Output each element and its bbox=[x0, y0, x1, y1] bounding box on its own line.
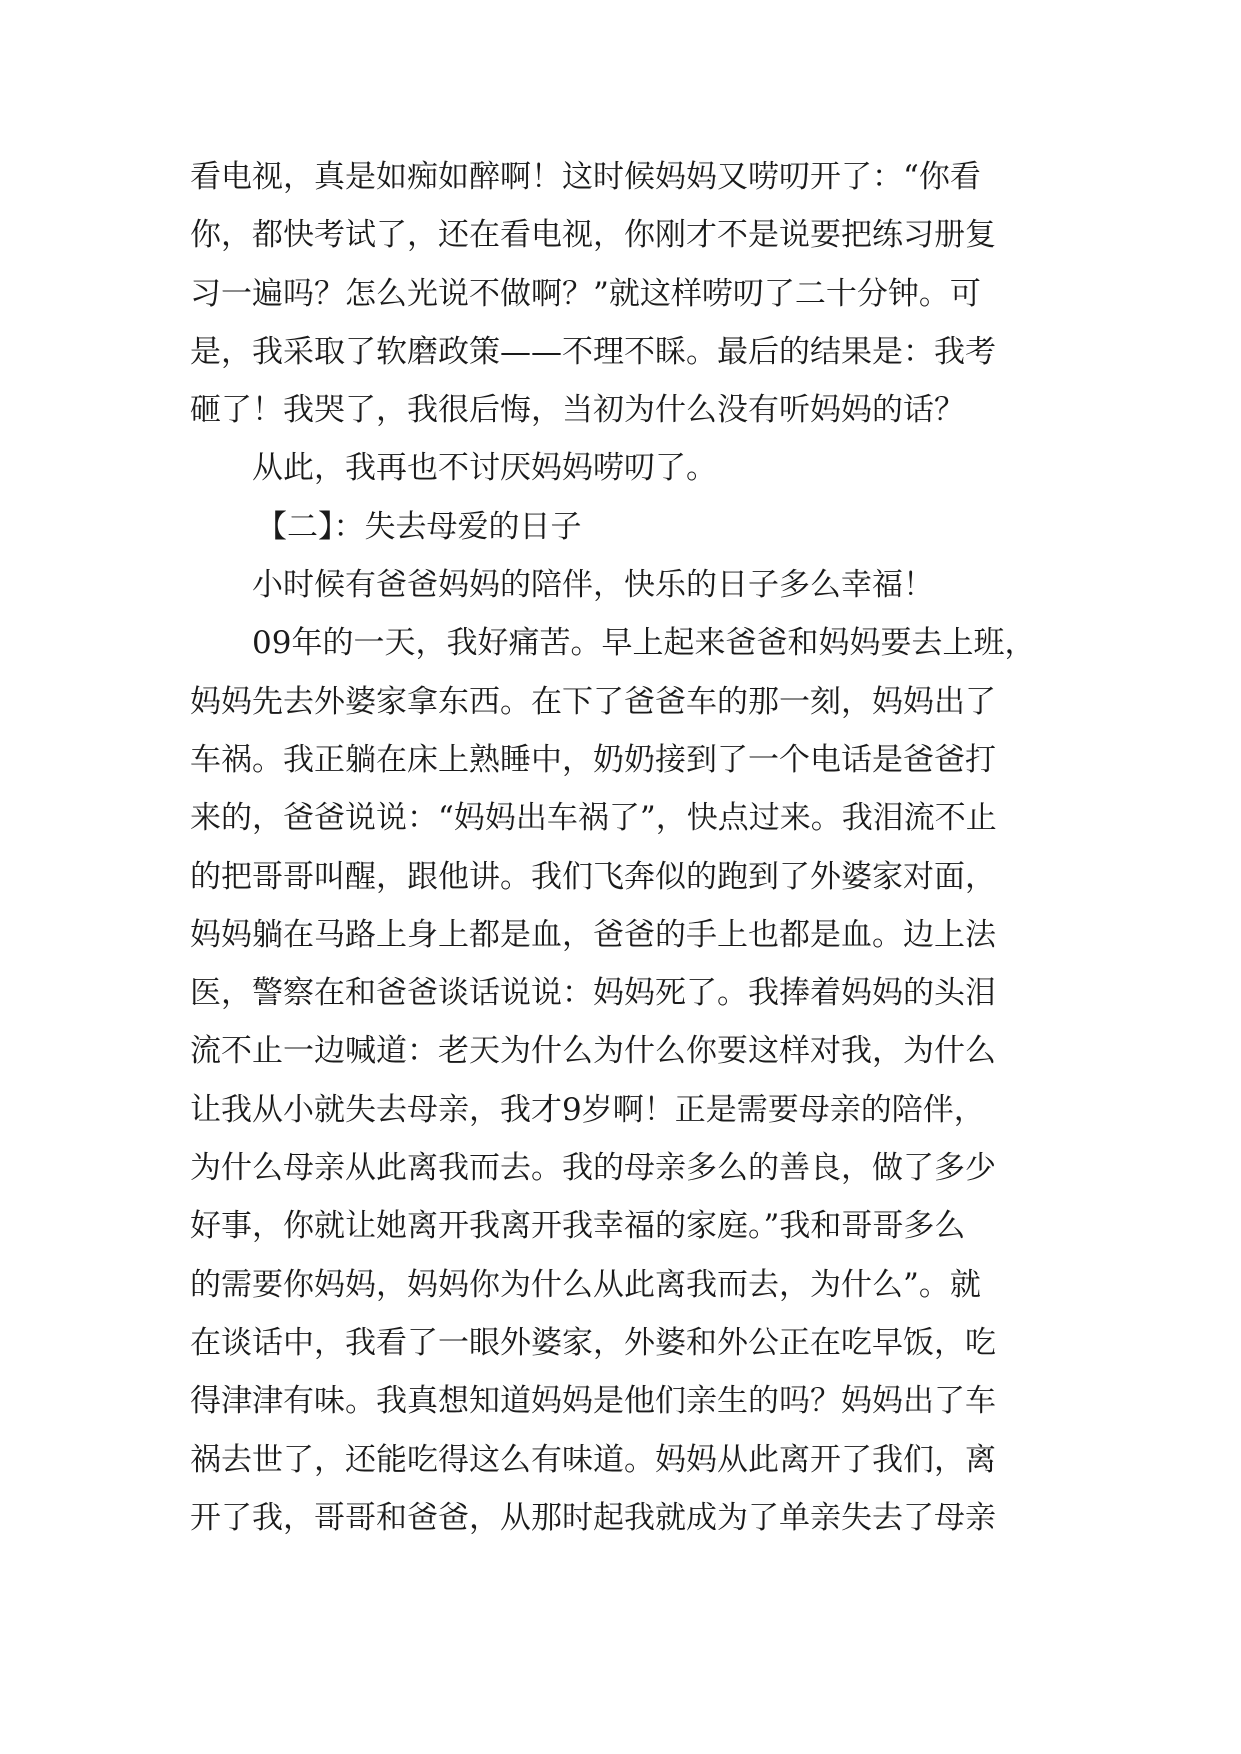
text-line: 流不止一边喊道：老天为什么为什么你要这样对我，为什么 bbox=[190, 1033, 996, 1070]
text-line: 好事，你就让她离开我离开我幸福的家庭。”我和哥哥多么 bbox=[190, 1208, 966, 1245]
text-line: 医，警察在和爸爸谈话说说：妈妈死了。我捧着妈妈的头泪 bbox=[190, 975, 996, 1012]
paragraph-first-line: 从此，我再也不讨厌妈妈唠叨了。 bbox=[252, 450, 717, 487]
text-line: 车祸。我正躺在床上熟睡中，奶奶接到了一个电话是爸爸打 bbox=[190, 741, 996, 778]
text-line: 在谈话中，我看了一眼外婆家，外婆和外公正在吃早饭，吃 bbox=[190, 1324, 996, 1361]
text-line: 的把哥哥叫醒，跟他讲。我们飞奔似的跑到了外婆家对面， bbox=[190, 858, 996, 895]
text-line: 的需要你妈妈，妈妈你为什么从此离我而去，为什么”。就 bbox=[190, 1266, 981, 1303]
paragraph-first-line: 09年的一天，我好痛苦。早上起来爸爸和妈妈要去上班， bbox=[252, 625, 1036, 662]
text-line: 祸去世了，还能吃得这么有味道。妈妈从此离开了我们，离 bbox=[190, 1441, 996, 1478]
text-line: 看电视，真是如痴如醉啊！这时候妈妈又唠叨开了：“你看 bbox=[190, 159, 981, 195]
text-line: 妈妈先去外婆家拿东西。在下了爸爸车的那一刻，妈妈出了 bbox=[190, 683, 996, 720]
text-line: 习一遍吗？怎么光说不做啊？”就这样唠叨了二十分钟。可 bbox=[190, 275, 981, 312]
text-line: 是，我采取了软磨政策——不理不睬。最后的结果是：我考 bbox=[190, 333, 996, 370]
text-line: 来的，爸爸说说：“妈妈出车祸了”，快点过来。我泪流不止 bbox=[190, 800, 997, 837]
document-body bbox=[190, 148, 1070, 1547]
section-heading: 【二】：失去母爱的日子 bbox=[256, 508, 582, 545]
text-line: 为什么母亲从此离我而去。我的母亲多么的善良，做了多少 bbox=[190, 1150, 996, 1187]
paragraph-first-line: 小时候有爸爸妈妈的陪伴，快乐的日子多么幸福！ bbox=[252, 567, 934, 604]
text-line: 你，都快考试了，还在看电视，你刚才不是说要把练习册复 bbox=[190, 217, 996, 254]
text-line: 砸了！我哭了，我很后悔，当初为什么没有听妈妈的话？ bbox=[190, 392, 965, 429]
text-line: 妈妈躺在马路上身上都是血，爸爸的手上也都是血。边上法 bbox=[190, 916, 996, 953]
text-line: 得津津有味。我真想知道妈妈是他们亲生的吗？妈妈出了车 bbox=[190, 1383, 996, 1420]
text-line: 让我从小就失去母亲，我才9岁啊！正是需要母亲的陪伴， bbox=[190, 1091, 985, 1128]
text-line: 开了我，哥哥和爸爸，从那时起我就成为了单亲失去了母亲 bbox=[190, 1499, 996, 1536]
